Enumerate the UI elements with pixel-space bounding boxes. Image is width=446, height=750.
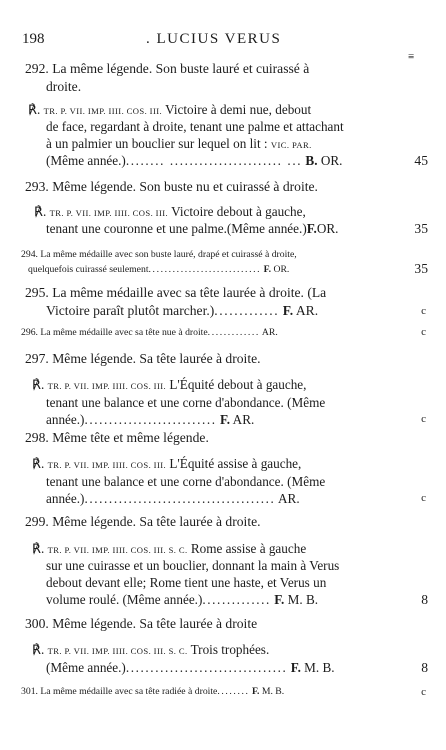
entry-closing-line: année.)........................... F. AR. <box>46 412 255 427</box>
entry-closing-line: volume roulé. (Même année.).............. F. M. B. <box>46 592 319 607</box>
entry-price: c <box>421 413 426 425</box>
entry-price: 35 <box>414 261 428 276</box>
running-title: . LUCIUS VERUS <box>146 31 282 47</box>
entry-obverse-line: 297. Même légende. Sa tête laurée à droite. <box>25 351 261 366</box>
entry-obverse-line: 300. Même légende. Sa tête laurée à droite <box>25 616 258 631</box>
margin-mark: ≡ <box>408 51 415 63</box>
entry-price: c <box>421 305 426 317</box>
entry-obverse-line: 293. Même légende. Son buste nu et cuirassé à droite. <box>25 179 318 194</box>
entry-reverse-line: ℟. TR. P. VII. IMP. IIII. COS. III. L'Équité assise à gauche, <box>32 456 302 471</box>
entry-reverse-line: tenant une couronne et une palme.(Même année.)F.OR. <box>46 221 339 236</box>
entry-obverse-line: 298. Même tête et même légende. <box>25 430 209 445</box>
entry-reverse-line: ℟. TR. P. VII. IMP. IIII. COS. III. Victoire à demi nue, debout <box>28 102 312 117</box>
entry-reverse-line: tenant une balance et une corne d'abondance. (Même <box>46 395 326 410</box>
entry-obverse-line: 295. La même médaille avec sa tête laurée à droite. (La <box>25 285 327 300</box>
entry-price: c <box>421 686 426 698</box>
entry-reverse-line: ℟. TR. P. VII. IMP. IIII. COS. III. L'Équité debout à gauche, <box>32 377 307 392</box>
entry-reverse-line: sur une cuirasse et un bouclier, donnant la main à Verus <box>46 558 340 573</box>
entry-obverse-line: droite. <box>46 79 82 94</box>
entry-price: 35 <box>414 221 428 236</box>
entry-obverse-line: Victoire paraît plutôt marcher.)............. F. AR. <box>46 303 319 318</box>
entry-closing-line: (Même année.)................................. F. M. B. <box>46 660 335 675</box>
entry-reverse-line: ℟. TR. P. VII. IMP. IIII. COS. III. S. C. Rome assise à gauche <box>32 541 307 556</box>
entry-price: 8 <box>421 660 428 675</box>
entry-small-line: 296. La même médaille avec sa tête nue à droite............. AR. <box>21 327 278 338</box>
entry-closing-line: (Même année.)........ ....................... ... B. OR. <box>46 153 343 168</box>
entry-price: 8 <box>421 592 428 607</box>
page-number: 198 <box>22 31 45 47</box>
entry-price: 45 <box>414 153 428 168</box>
entry-obverse-line: 292. La même légende. Son buste lauré et cuirassé à <box>25 61 310 76</box>
entry-reverse-line: debout devant elle; Rome tient une haste, et Verus un <box>46 575 327 590</box>
entry-closing-line: année.)....................................... AR. <box>46 491 300 506</box>
entry-reverse-line: ℟. TR. P. VII. IMP. IIII. COS. III. S. C. Trois trophées. <box>32 642 270 657</box>
entry-obverse-line: 299. Même légende. Sa tête laurée à droite. <box>25 514 261 529</box>
entry-reverse-line: à un palmier un bouclier sur lequel on lit : VIC. PAR. <box>46 136 312 151</box>
entry-reverse-line: tenant une balance et une corne d'abondance. (Même <box>46 474 326 489</box>
entry-small-line: 294. La même médaille avec son buste lauré, drapé et cuirassé à droite, <box>21 249 297 260</box>
entry-reverse-line: ℟. TR. P. VII. IMP. IIII. COS. III. Victoire debout à gauche, <box>34 204 306 219</box>
entry-small-line: 301. La même médaille avec sa tête radiée à droite........ F. M. B. <box>21 686 285 697</box>
entry-small-line: quelquefois cuirassé seulement............................ F. OR. <box>28 264 290 275</box>
entry-price: c <box>421 492 426 504</box>
entry-price: c <box>421 326 426 338</box>
entry-reverse-line: de face, regardant à droite, tenant une palme et attachant <box>46 119 344 134</box>
